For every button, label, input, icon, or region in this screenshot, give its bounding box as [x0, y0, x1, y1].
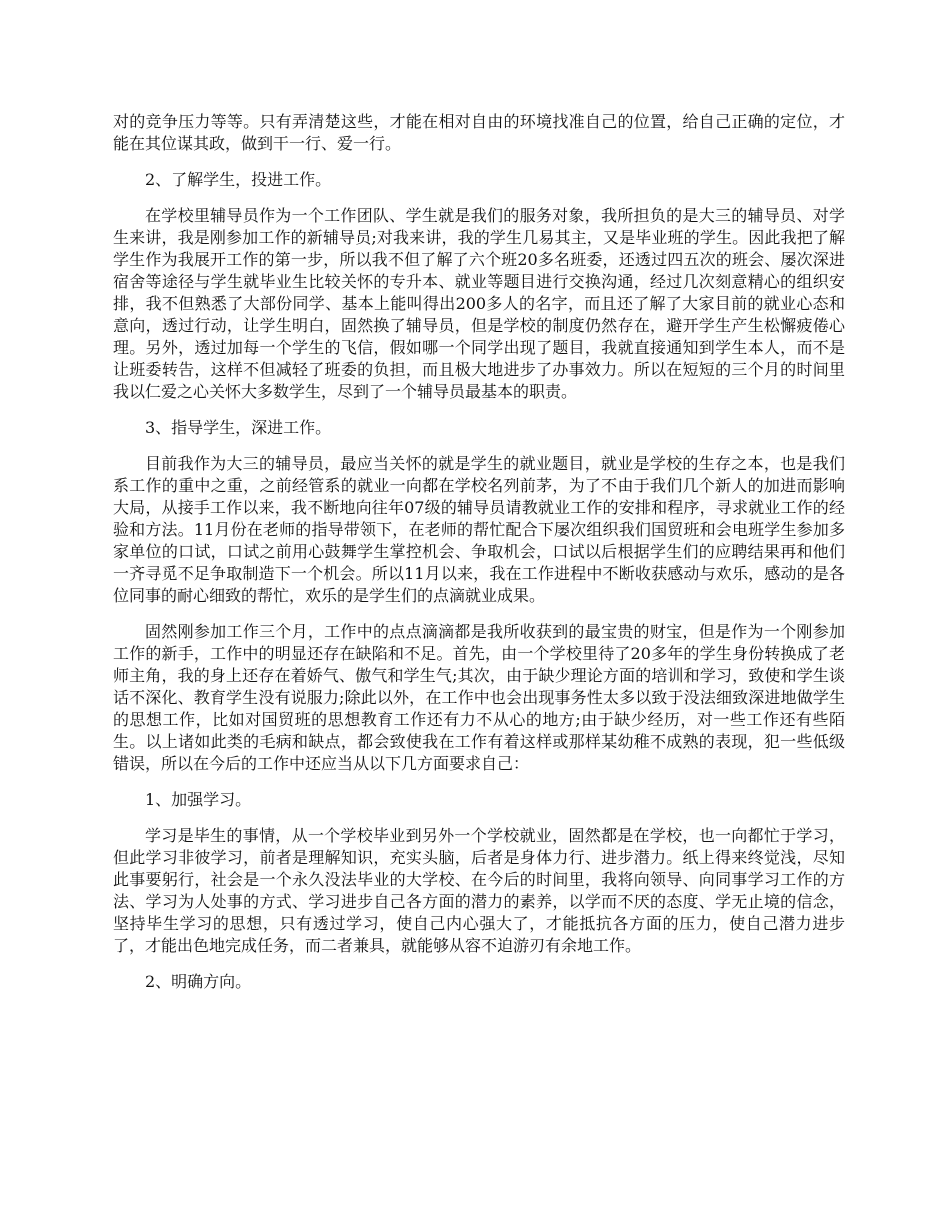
section-heading-clarify-direction: 2、明确方向。 [145, 972, 252, 991]
paragraph-continuation: 对的竞争压力等等。只有弄清楚这些，才能在相对自由的环境找准自己的位置，给自己正确的定位，才能在其位谋其政，做到干一行、爱一行。 [113, 112, 845, 153]
document-page [113, 111, 845, 1007]
section-heading-understand-students: 2、了解学生，投进工作。 [145, 170, 332, 189]
section-heading-guide-students: 3、指导学生，深进工作。 [145, 418, 332, 437]
paragraph-shortcomings: 固然刚参加工作三个月，工作中的点点滴滴都是我所收获到的最宝贵的财宝，但是作为一个刚参加工作的新手，工作中的明显还存在缺陷和不足。首先，由一个学校里待了20多年的学生身份转换成了老师主角，我的身上还存在着娇气、傲气和学生气;其次，由于缺少理论方面的培训和学习，致使和学生谈话不深化、教育学生没有说服力;除此以外，在工作中也会出现事务性太多以致于没法细致深进地做学生的思想工作，比如对国贸班的思想教育工作还有力不从心的地方;由于缺少经历，对一些工作还有些陌生。以上诸如此类的毛病和缺点，都会致使我在工作有着这样或那样某幼稚不成熟的表现，犯一些低级错误，所以在今后的工作中还应当从以下几方面要求自己： [113, 622, 845, 773]
paragraph-guide-students: 目前我作为大三的辅导员，最应当关怀的就是学生的就业题目，就业是学校的生存之本，也是我们系工作的重中之重，之前经管系的就业一向都在学校名列前茅，为了不由于我们几个新人的加进而影响大局，从接手工作以来，我不断地向往年07级的辅导员请教就业工作的安排和程序，寻求就业工作的经验和方法。11月份在老师的指导带领下，在老师的帮忙配合下屡次组织我们国贸班和会电班学生参加多家单位的口试，口试之前用心鼓舞学生掌控机会、争取机会，口试以后根据学生们的应聘结果再和他们一齐寻觅不足争取制造下一个机会。所以11月以来，我在工作进程中不断收获感动与欢乐，感动的是各位同事的耐心细致的帮忙，欢乐的是学生们的点滴就业成果。 [113, 454, 845, 605]
section-heading-strengthen-study: 1、加强学习。 [145, 790, 252, 809]
paragraph-strengthen-study: 学习是毕生的事情，从一个学校毕业到另外一个学校就业，固然都是在学校，也一向都忙于学习，但此学习非彼学习，前者是理解知识，充实头脑，后者是身体力行、进步潜力。纸上得来终觉浅，尽知此事要躬行，社会是一个永久没法毕业的大学校、在今后的时间里，我将向领导、向同事学习工作的方法、学习为人处事的方式、学习进步自己各方面的潜力的素养，以学而不厌的态度、学无止境的信念，坚持毕生学习的思想，只有透过学习，使自己内心强大了，才能抵抗各方面的压力，使自己潜力进步了，才能出色地完成任务，而二者兼具，就能够从容不迫游刃有余地工作。 [113, 826, 845, 955]
paragraph-understand-students: 在学校里辅导员作为一个工作团队、学生就是我们的服务对象，我所担负的是大三的辅导员、对学生来讲，我是刚参加工作的新辅导员;对我来讲，我的学生几易其主，又是毕业班的学生。因此我把了解学生作为我展开工作的第一步，所以我不但了解了六个班20多名班委，还透过四五次的班会、屡次深进宿舍等途径与学生就毕业生比较关怀的专升本、就业等题目进行交换沟通，经过几次刻意精心的组织安排，我不但熟悉了大部份同学、基本上能叫得出200多人的名字，而且还了解了大家目前的就业心态和意向，透过行动，让学生明白，固然换了辅导员，但是学校的制度仍然存在，避开学生产生松懈疲倦心理。另外，透过加每一个学生的飞信，假如哪一个同学出现了题目，我就直接通知到学生本人，而不是让班委转告，这样不但减轻了班委的负担，而且极大地进步了办事效力。所以在短短的三个月的时间里我以仁爱之心关怀大多数学生，尽到了一个辅导员最基本的职责。 [113, 206, 845, 401]
